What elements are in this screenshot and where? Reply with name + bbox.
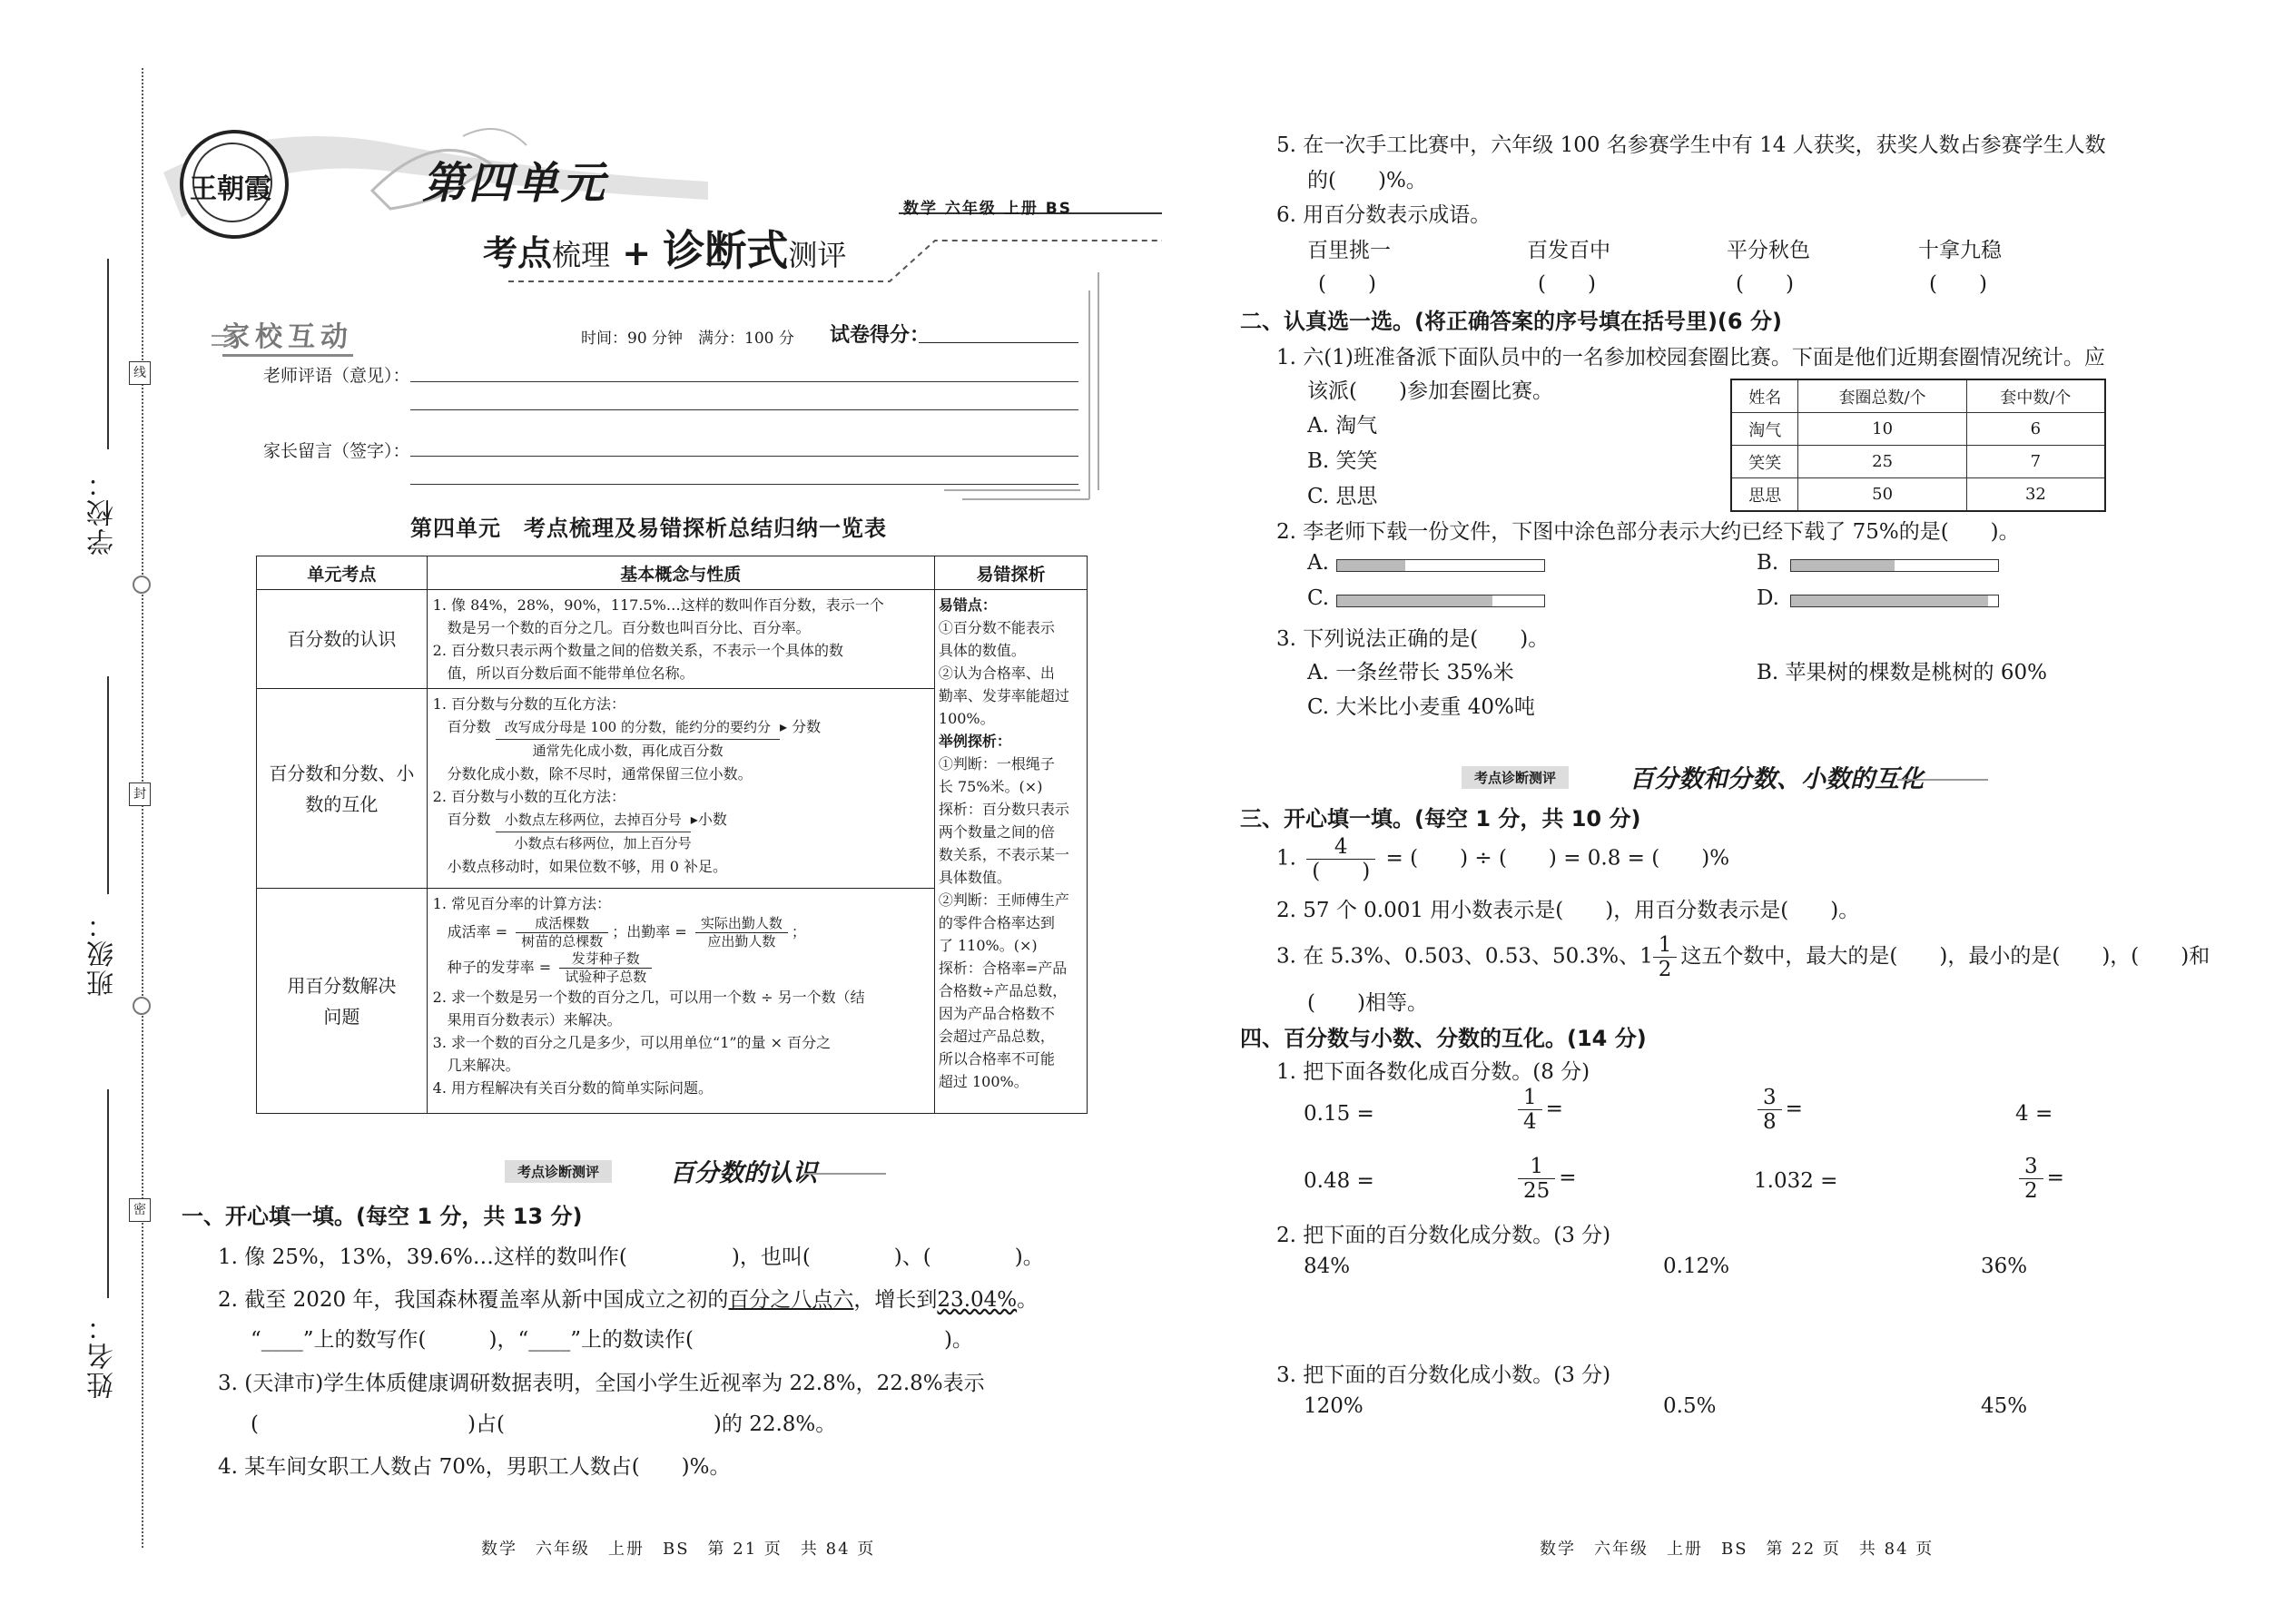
convert-item: 0.12% xyxy=(1663,1255,1730,1278)
teacher-comment-line[interactable] xyxy=(410,409,1078,410)
convert-item: $\frac{3}{2}$ = xyxy=(2015,1155,2064,1203)
section-tag: 考点诊断测评 xyxy=(505,1160,612,1183)
bar-label-b: B. xyxy=(1757,551,1779,575)
convert-item: 120% xyxy=(1304,1394,1364,1418)
table-row: 笑笑 25 7 xyxy=(1731,446,2105,478)
concept-cell: 1. 常见百分率的计算方法： 成活率 = $\frac{\text{成活棵数}}{\text{树苗的总棵数}}$ ；出勤率 = $\frac{\text{实际出勤人数}}{\text{应出勤人数}}$ ； 种子的发芽率 = $\frac{\text{发芽种子数}}{\text{试验种子总数}}$ 2. 求一个数是另一个数的百分之几，可以用一个数 ÷ 另一个数（结 果用百分数表示）来解决。 3. 求一个数的百分之几是多少，可以用单位“1”的量 × 百分之 几来解决。 4. 用方程解决有关百分数的简单实际问题。 xyxy=(427,889,934,1114)
section-heading-2: 二、认真选一选。(将正确答案的序号填在括号里)(6 分) xyxy=(1240,309,1782,334)
punch-hole xyxy=(133,576,151,594)
class-label: 班级： xyxy=(87,910,119,997)
convert-item: 1.032 = xyxy=(1754,1169,1838,1193)
convert-item: $\frac{1}{4}$ = xyxy=(1514,1086,1563,1134)
section-name: 百分数的认识 xyxy=(670,1159,817,1187)
page-footer-right: 数学 六年级 上册 BS 第 22 页 共 84 页 xyxy=(1540,1540,1935,1559)
convert-item: 0.15 = xyxy=(1304,1102,1374,1126)
home-school-label: 家校互动 xyxy=(222,314,353,357)
convert-item: $\frac{1}{25}$ = xyxy=(1514,1155,1577,1203)
choice-question-2: 2. 李老师下载一份文件，下图中涂色部分表示大约已经下载了 75%的是( )。 xyxy=(1276,520,2020,544)
choice-option: A. 淘气 xyxy=(1307,414,1378,438)
name-line[interactable] xyxy=(107,1089,109,1298)
table-row: 思思 50 32 xyxy=(1731,478,2105,512)
question-1-6: 6. 用百分数表示成语。 xyxy=(1276,203,1492,227)
section-bar-right xyxy=(1462,763,1988,792)
section-name: 百分数和分数、小数的互化 xyxy=(1629,765,1924,793)
name-label: 姓名： xyxy=(87,1312,119,1399)
binding-mark-feng: 封 xyxy=(129,782,151,806)
download-bar-d xyxy=(1790,595,1999,607)
choice-question-1: 1. 六(1)班准备派下面队员中的一名参加校园套圈比赛。下面是他们近期套圈情况统计。应 xyxy=(1276,346,2105,369)
bar-label-c: C. xyxy=(1307,586,1330,610)
section-bar-left xyxy=(505,1156,886,1186)
download-bar-a xyxy=(1336,559,1545,572)
summary-table xyxy=(256,556,1088,1114)
bar-label-a: A. xyxy=(1307,551,1329,575)
column-header: 基本概念与性质 xyxy=(427,556,934,590)
question-1-3-blanks: ( )占( )的 22.8%。 xyxy=(251,1412,837,1436)
binding-mark-xian: 线 xyxy=(129,361,151,385)
section-heading-1: 一、开心填一填。(每空 1 分，共 13 分) xyxy=(182,1204,583,1229)
logo-text: 王朝霞 xyxy=(190,173,271,205)
choice-option: C. 思思 xyxy=(1307,485,1378,508)
choice-option: B. 苹果树的棵数是桃树的 60% xyxy=(1757,661,2047,684)
choice-question-3: 3. 下列说法正确的是( )。 xyxy=(1276,627,1550,651)
question-1-5: 5. 在一次手工比赛中，六年级 100 名参赛学生中有 14 人获奖，获奖人数占参赛学生人数 xyxy=(1276,133,2106,157)
subtitle: 考点梳理 + 诊断式测评 xyxy=(483,226,847,275)
teacher-comment-line[interactable] xyxy=(410,381,1078,382)
convert-item: 4 = xyxy=(2015,1102,2053,1126)
summary-table-title: 第四单元 考点梳理及易错探析总结归纳一览表 xyxy=(410,516,887,541)
table-header-row xyxy=(1731,379,2105,413)
school-line[interactable] xyxy=(107,259,109,449)
choice-question-1-cont: 该派( )参加套圈比赛。 xyxy=(1307,379,1553,403)
choice-option: C. 大米比小麦重 40%吨 xyxy=(1307,695,1535,719)
convert-question-2: 2. 把下面的百分数化成分数。(3 分) xyxy=(1276,1224,1611,1247)
idiom-2: 百发百中 xyxy=(1527,239,1610,262)
fill-question-2: 2. 57 个 0.001 用小数表示是( )，用百分数表示是( )。 xyxy=(1276,899,1860,922)
topic-cell: 百分数的认识 xyxy=(257,590,428,689)
fill-question-3-cont: ( )相等。 xyxy=(1307,991,1428,1015)
topic-cell: 用百分数解决 问题 xyxy=(257,889,428,1114)
convert-item: 0.48 = xyxy=(1304,1169,1374,1193)
idiom-1: 百里挑一 xyxy=(1307,239,1391,262)
download-bar-c xyxy=(1336,595,1545,607)
binding-mark-mi: 密 xyxy=(129,1198,151,1222)
column-header: 易错探析 xyxy=(934,556,1087,590)
question-1-5-blank: 的( )%。 xyxy=(1307,169,1427,192)
binding-dotted-line xyxy=(142,68,143,1548)
convert-item: 36% xyxy=(1981,1255,2028,1278)
section-heading-4: 四、百分数与小数、分数的互化。(14 分) xyxy=(1240,1026,1647,1051)
idiom-blank: ( ) xyxy=(1736,272,1794,296)
convert-item: 45% xyxy=(1981,1394,2028,1418)
concept-cell: 1. 像 84%，28%，90%，117.5%…这样的数叫作百分数，表示一个 数是另一个数的百分之几。百分数也叫百分比、百分率。 2. 百分数只表示两个数量之间的倍数关系，不表示一个具体的数 值，所以百分数后面不能带单位名称。 xyxy=(427,590,934,689)
unit-title: 第四单元 xyxy=(422,158,608,209)
question-1-2-blanks: “____”上的数写作( )，“____”上的数读作( )。 xyxy=(251,1328,973,1352)
column-header: 姓名 xyxy=(1731,379,1798,413)
corner-decoration xyxy=(908,272,1108,508)
fill-question-3: 3. 在 5.3%、0.503、0.53、50.3%、1 $\frac{1}{2}$ 这五个数中，最大的是( )，最小的是( )，( )和 xyxy=(1276,933,2210,981)
parent-comment-line[interactable] xyxy=(410,484,1078,485)
home-school-bracket-decoration xyxy=(207,300,243,481)
fill-question-1: 1. $\frac{4}{( )}$ = ( ) ÷ ( ) = 0.8 = ( )% xyxy=(1276,835,1730,883)
section-tag: 考点诊断测评 xyxy=(1462,766,1569,789)
punch-hole xyxy=(133,997,151,1015)
parent-comment-line[interactable] xyxy=(410,456,1078,457)
convert-item: 84% xyxy=(1304,1255,1351,1278)
idiom-blank: ( ) xyxy=(1318,272,1376,296)
question-1-4: 4. 某车间女职工人数占 70%，男职工人数占( )%。 xyxy=(218,1455,731,1479)
parent-comment-label: 家长留言（签字）： xyxy=(263,441,410,461)
idiom-3: 平分秋色 xyxy=(1727,239,1810,262)
column-header: 套中数/个 xyxy=(1966,379,2105,413)
idiom-blank: ( ) xyxy=(1929,272,1987,296)
section-heading-3: 三、开心填一填。(每空 1 分，共 10 分) xyxy=(1240,806,1641,832)
page-footer-left: 数学 六年级 上册 BS 第 21 页 共 84 页 xyxy=(481,1540,876,1559)
error-analysis-cell: 易错点： ①百分数不能表示 具体的数值。 ②认为合格率、出 勤率、发芽率能超过 100%。 举例探析： ①判断：一根绳子 长 75%米。(×) 探析：百分数只表示 两个数量之间的倍 数关系，不表示某一 具体数值。 ②判断：王师傅生产 的零件合格率达到 了 110%。(×) 探析：合格率=产品 合格数÷产品总数， 因为产品合格数不 会超过产品总数， 所以合格率不可能 超过 100%。 xyxy=(934,590,1087,1114)
idiom-blank: ( ) xyxy=(1538,272,1596,296)
idiom-4: 十拿九稳 xyxy=(1918,239,2002,262)
school-label: 学校： xyxy=(87,468,119,556)
convert-question-3: 3. 把下面的百分数化成小数。(3 分) xyxy=(1276,1363,1611,1387)
publisher-logo xyxy=(180,130,289,239)
class-line[interactable] xyxy=(107,676,109,894)
topic-cell: 百分数和分数、小 数的互化 xyxy=(257,689,428,889)
column-header: 套圈总数/个 xyxy=(1798,379,1966,413)
score-field[interactable] xyxy=(919,342,1078,343)
convert-question-1: 1. 把下面各数化成百分数。(8 分) xyxy=(1276,1060,1590,1084)
teacher-comment-label: 老师评语（意见）： xyxy=(263,366,410,386)
exam-time-info: 时间：90 分钟 满分：100 分 xyxy=(581,330,794,348)
hoop-stats-table xyxy=(1730,379,2106,512)
choice-option: B. 笑笑 xyxy=(1307,449,1378,473)
score-label: 试卷得分： xyxy=(830,324,930,347)
table-row: 淘气 10 6 xyxy=(1731,413,2105,446)
question-1-3: 3. (天津市)学生体质健康调研数据表明，全国小学生近视率为 22.8%，22.8%表示 xyxy=(218,1372,985,1395)
concept-cell: 1. 百分数与分数的互化方法： 百分数 改写成分母是 100 的分数，能约分的要约分 ▸ 分数 通常先化成小数，再化成百分数 分数化成小数，除不尽时，通常保留三位小数。 2. 百分数与小数的互化方法： 百分数 小数点左移两位，去掉百分号 ▸小数 小数点右移两位，加上百分号 小数点移动时，如果位数不够，用 0 补足。 xyxy=(427,689,934,889)
bar-label-d: D. xyxy=(1757,586,1779,610)
subject-tag: 数学 六年级 上册 BS xyxy=(903,200,1072,218)
download-bar-b xyxy=(1790,559,1999,572)
column-header: 单元考点 xyxy=(257,556,428,590)
question-1-2: 2. 截至 2020 年，我国森林覆盖率从新中国成立之初的百分之八点六，增长到23.04%。 xyxy=(218,1288,1039,1312)
question-1-1: 1. 像 25%，13%，39.6%…这样的数叫作( )，也叫( )、( )。 xyxy=(218,1245,1044,1269)
choice-option: A. 一条丝带长 35%米 xyxy=(1307,661,1514,684)
convert-item: 0.5% xyxy=(1663,1394,1717,1418)
convert-item: $\frac{3}{8}$ = xyxy=(1754,1086,1803,1134)
